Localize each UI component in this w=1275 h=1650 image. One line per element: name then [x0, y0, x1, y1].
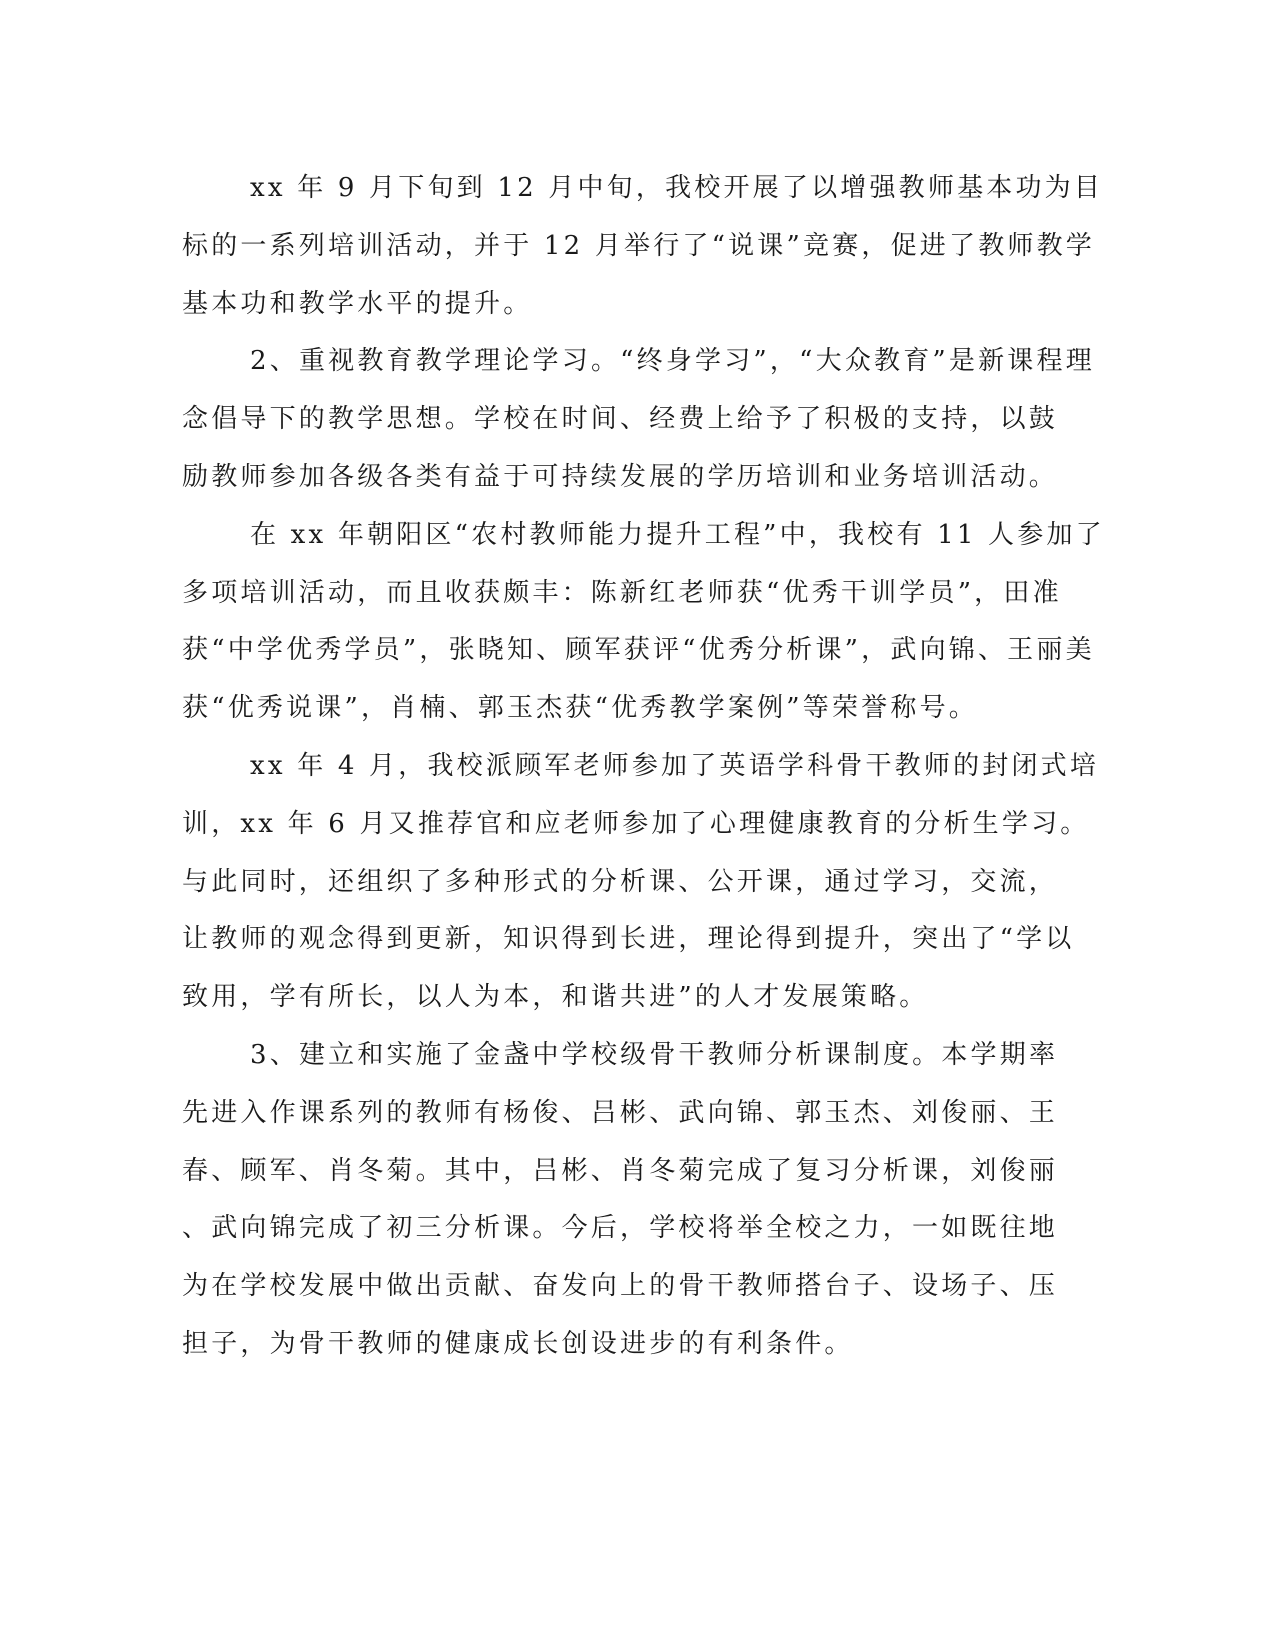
text-line: 获“中学优秀学员”，张晓知、顾军获评“优秀分析课”，武向锦、王丽美	[182, 635, 1095, 666]
text-line: 先进入作课系列的教师有杨俊、吕彬、武向锦、郭玉杰、刘俊丽、王	[182, 1097, 1059, 1128]
paragraph-theory-study	[182, 333, 1095, 506]
text-line: 多项培训活动，而且收获颇丰：陈新红老师获“优秀干训学员”，田准	[182, 577, 1062, 608]
text-line: 、武向锦完成了初三分析课。今后，学校将举全校之力，一如既往地	[182, 1213, 1059, 1244]
text-line: 让教师的观念得到更新，知识得到长进，理论得到提升，突出了“学以	[182, 924, 1075, 955]
text-line: 励教师参加各级各类有益于可持续发展的学历培训和业务培训活动。	[182, 461, 1059, 492]
text-line: 标的一系列培训活动，并于 12 月举行了“说课”竞赛，促进了教师教学	[182, 230, 1095, 261]
text-line: 在 xx 年朝阳区“农村教师能力提升工程”中，我校有 11 人参加了	[250, 519, 1105, 550]
paragraph-backbone-teachers	[182, 1027, 1059, 1374]
text-line: xx 年 4 月，我校派顾军老师参加了英语学科骨干教师的封闭式培	[250, 750, 1100, 781]
text-line: xx 年 9 月下旬到 12 月中旬，我校开展了以增强教师基本功为目	[250, 173, 1104, 203]
paragraph-rural-teacher-program	[182, 507, 1105, 738]
text-line: 念倡导下的教学思想。学校在时间、经费上给予了积极的支持，以鼓	[182, 404, 1059, 435]
text-line: 致用，学有所长，以人为本，和谐共进”的人才发展策略。	[182, 982, 929, 1013]
text-line: 获“优秀说课”，肖楠、郭玉杰获“优秀教学案例”等荣誉称号。	[182, 693, 978, 724]
text-line: 3、建立和实施了金盏中学校级骨干教师分析课制度。本学期率	[250, 1039, 1059, 1070]
text-line: 2、重视教育教学理论学习。“终身学习”，“大众教育”是新课程理	[250, 346, 1095, 377]
text-line: 基本功和教学水平的提升。	[182, 288, 533, 319]
text-line: 春、顾军、肖冬菊。其中，吕彬、肖冬菊完成了复习分析课，刘俊丽	[182, 1155, 1059, 1186]
text-line: 为在学校发展中做出贡献、奋发向上的骨干教师搭台子、设场子、压	[182, 1271, 1059, 1302]
text-line: 与此同时，还组织了多种形式的分析课、公开课，通过学习，交流，	[182, 866, 1059, 897]
document-body	[182, 160, 1105, 1374]
paragraph-training-activities	[182, 160, 1104, 333]
text-line: 训，xx 年 6 月又推荐官和应老师参加了心理健康教育的分析生学习。	[182, 808, 1090, 839]
text-line: 担子，为骨干教师的健康成长创设进步的有利条件。	[182, 1328, 854, 1359]
paragraph-english-training	[182, 738, 1100, 1027]
